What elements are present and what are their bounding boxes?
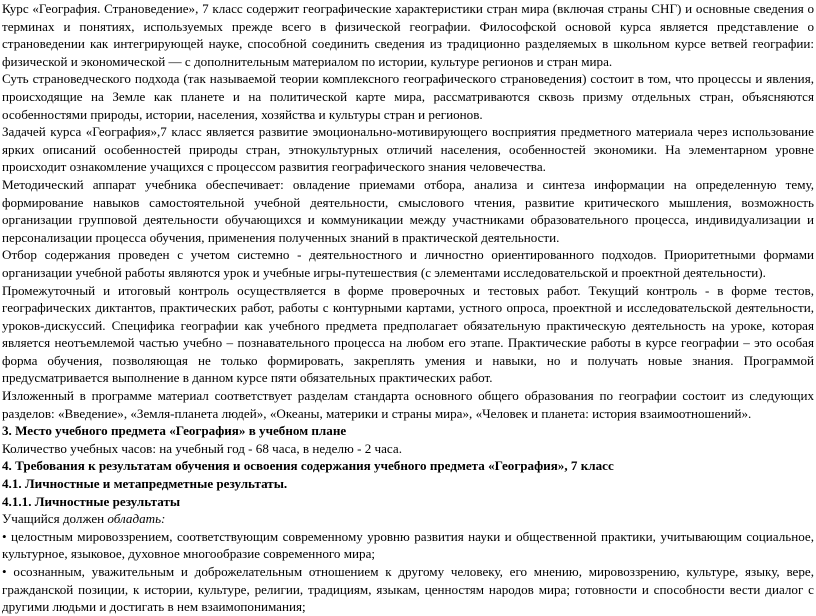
paragraph-content-selection: Отбор содержания проведен с учетом системно - деятельностного и личностно ориентированного подходов. Приоритетными формами организации учебной работы являются урок и учебные игры-путешествия (с элементами исследовательской и проектной деятельности). bbox=[2, 247, 814, 280]
learner-intro bbox=[2, 510, 814, 528]
section-4-heading: 4. Требования к результатам обучения и освоения содержания учебного предмета «География», 7 класс bbox=[2, 458, 614, 474]
paragraph-course-overview: Курс «География. Страноведение», 7 класс содержит географические характеристики стран мира (включая страны СНГ) и основные сведения о терминах и понятиях, используемых прежде всего в физической географии. Философской основой курса является представление о страноведении как интегрирующей науке, способной соединить сведения из традиционно разделяемых в школьном курсе ветвей географии: физической и экономической — с дополнительным материалом по истории, культуре регионов и стран мира. bbox=[2, 1, 814, 69]
paragraph-course-goal: Задачей курса «География»,7 класс является развитие эмоционально-мотивирующего восприятия предметного материала через использование ярких описаний особенностей природы стран, этнокультурных отличий населения, особенностей экономики. На элементарном уровне происходит ознакомление учащихся с процессом развития географического знания человечества. bbox=[2, 124, 814, 175]
section-4-1-heading: 4.1. Личностные и метапредметные результаты. bbox=[2, 476, 288, 492]
learner-intro-text: Учащийся должен bbox=[2, 511, 108, 527]
paragraph-program-sections: Изложенный в программе материал соответствует разделам стандарта основного общего образования по географии состоит из следующих разделов: «Введение», «Земля-планета людей», «Океаны, материки и страны мира», «Человек и планета: история взаимоотношений». bbox=[2, 388, 814, 421]
section-3-heading: 3. Место учебного предмета «География» в учебном плане bbox=[2, 423, 347, 439]
paragraph-methodology: Методический аппарат учебника обеспечивает: овладение приемами отбора, анализа и синтеза информации на определенную тему, формирование навыков самостоятельной учебной деятельности, смыслового чтения, развитие критического мышления, возможность организации групповой деятельности обучающихся и коммуникации между участниками образовательного процесса, индивидуализации и персонализации процесса обучения, применения полученных знаний в практической деятельности. bbox=[2, 176, 814, 245]
section-4-1-1-heading: 4.1.1. Личностные результаты bbox=[2, 493, 181, 509]
paragraph-approach: Суть страноведческого подхода (так называемой теории комплексного географического страноведения) состоит в том, что процессы и явления, происходящие на Земле как планете и на политической карте мира, рассматриваются сквозь призму отдельных стран, объясняются особенностями природы, истории, населения, хозяйства и культуры стран и регионов. bbox=[2, 71, 814, 122]
section-3-hours: Количество учебных часов: на учебный год - 68 часа, в неделю - 2 часа. bbox=[2, 440, 402, 456]
bullet-worldview: • целостным мировоззрением, соответствующим современному уровню развития науки и общественной практики, учитывающим социальное, культурное, языковое, духовное многообразие современного мира; bbox=[2, 528, 814, 562]
learner-intro-italic: обладать: bbox=[107, 511, 166, 527]
paragraph-assessment: Промежуточный и итоговый контроль осуществляется в форме проверочных и тестовых работ. Текущий контроль - в форме тестов, географических диктантов, практических работ, работы с контурными картами, устного опроса, проектной и исследовательской деятельности, уроков-дискуссий. Специфика географии как учебного предмета предполагает обязательную практическую деятельность на уроке, которая является неотъемлемой частью учебно – познавательного процесса на любом его этапе. Практические работы в курсе географии – это особая форма обучения, позволяющая не только формировать, закреплять умения и навыки, но и получать новые знания. Программой предусматривается выполнение в данном курсе пяти обязательных практических работ. bbox=[2, 282, 814, 386]
bullet-respect: • осознанным, уважительным и доброжелательным отношением к другому человеку, его мнению, мировоззрению, культуре, языку, вере, гражданской позиции, к истории, культуре, религии, традициям, языкам, ценностям народов мира; готовности и способности вести диалог с другими людьми и достигать в нем взаимопонимания; bbox=[2, 564, 814, 615]
